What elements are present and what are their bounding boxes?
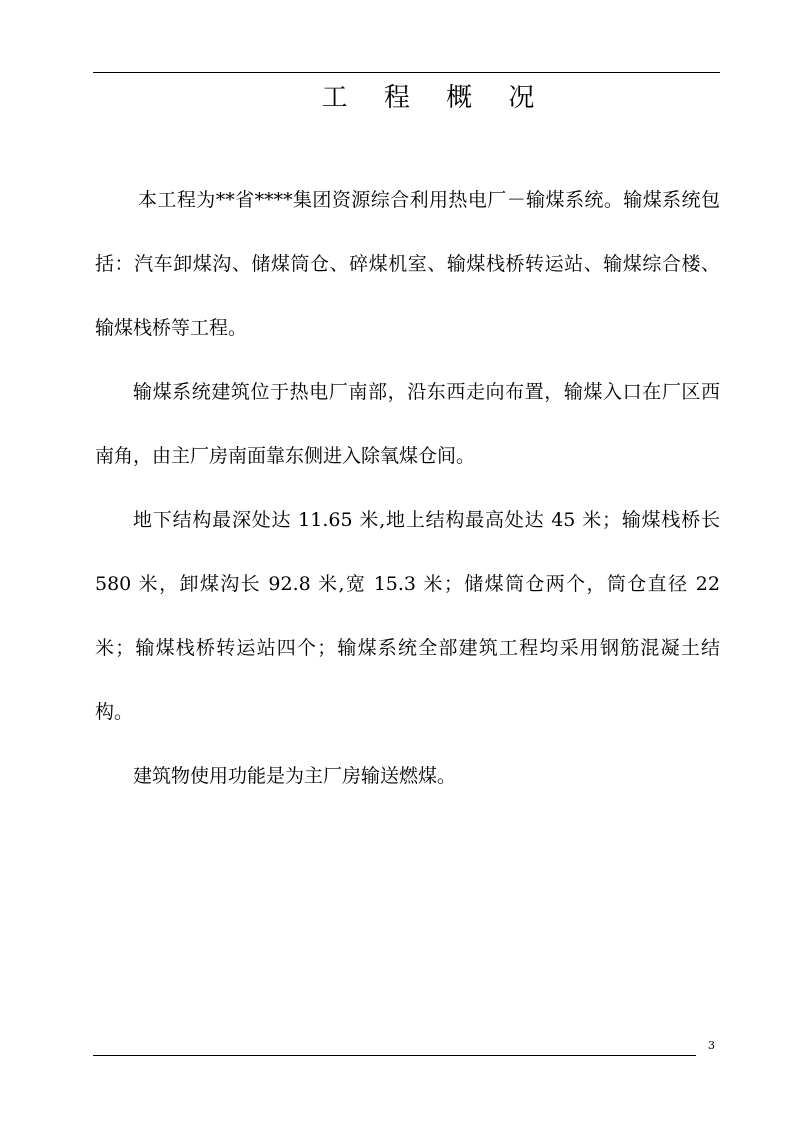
footer-rule (93, 1055, 696, 1056)
paragraph-location: 输煤系统建筑位于热电厂南部，沿东西走向布置，输煤入口在厂区西南角，由主厂房南面靠东侧进入除氧煤仓间。 (95, 381, 720, 467)
document-title: 工 程 概 况 (321, 83, 549, 113)
paragraph-structure-dimensions: 地下结构最深处达 11.65 米,地上结构最高处达 45 米；输煤栈桥长 580 米，卸煤沟长 92.8 米,宽 15.3 米；储煤筒仓两个，筒仓直径 22 米；输煤栈桥转运站四个；输煤系统全部建筑工程均采用钢筋混凝土结构。 (95, 509, 720, 723)
paragraph-function: 建筑物使用功能是为主厂房输送燃煤。 (133, 765, 457, 787)
page-number: 3 (708, 1039, 715, 1052)
paragraph-project-overview: 本工程为**省****集团资源综合利用热电厂－输煤系统。输煤系统包括：汽车卸煤沟、储煤筒仓、碎煤机室、输煤栈桥转运站、输煤综合楼、输煤栈桥等工程。 (95, 189, 720, 339)
document-body (95, 168, 720, 808)
header-rule (93, 72, 720, 73)
